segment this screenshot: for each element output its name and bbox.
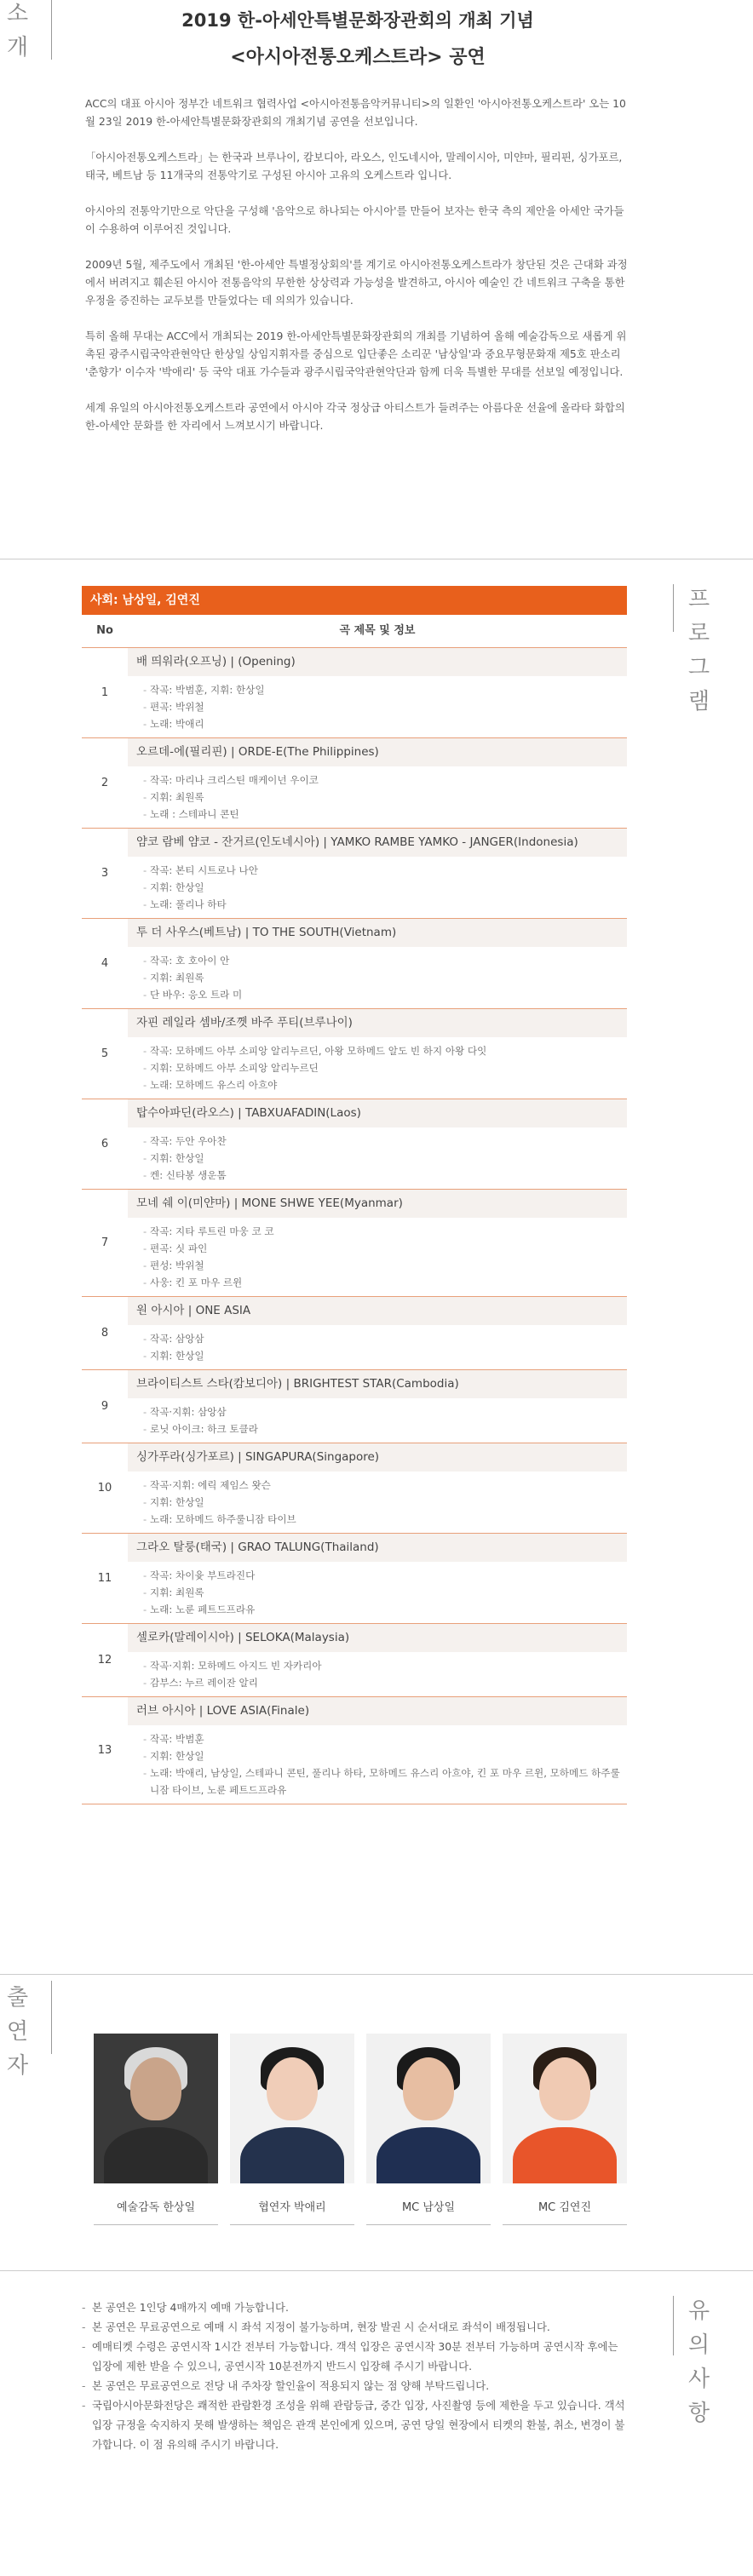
song-details [128,1325,627,1369]
song-detail: - 지휘: 최원록 [143,969,627,986]
table-row [82,1297,627,1370]
table-row [82,648,627,738]
row-body [128,829,627,918]
row-number: 6 [101,1138,109,1150]
performer-photo [503,2034,627,2183]
song-detail: - 노래: 박애리, 남상일, 스테파니 콘틴, 풀리나 하타, 모하메드 유스리 아흐야, 킨 포 마우 르윈, 모하메드 하주룰니잠 타이브, 노룬 페트드프라유 [143,1764,627,1799]
song-title: 탑수아파딘(라오스) | TABXUAFADIN(Laos) [128,1099,627,1127]
song-detail: - 노래: 모하메드 유스리 아흐야 [143,1076,627,1093]
performer-card [366,2034,491,2225]
song-detail: - 작곡: 박범훈, 지휘: 한상일 [143,681,627,698]
intro-side-label: 소 개 [7,1,29,60]
intro-paragraph: 특히 올해 무대는 ACC에서 개최되는 2019 한-아세안특별문화장관회의 개최를 기념하여 올해 예술감독으로 새롭게 위촉된 광주시립국악관현악단 한상일 상임지휘자를 중심으로 입단좋은 소리꾼 '남상일'과 중요무형문화재 제5호 판소리 '춘향가' 이수자 '박애리' 등 국악 대표 가수들과 광주시립국악관현악단과 함께 더욱 특별한 무대를 선보일 예정입니다. [85,330,627,378]
face-shape [130,2057,181,2120]
song-detail: - 작곡: 두안 우아찬 [143,1133,627,1150]
song-title: 투 더 사우스(베트남) | TO THE SOUTH(Vietnam) [128,919,627,947]
song-detail: - 단 바우: 응오 트라 미 [143,986,627,1003]
song-title: 배 띄워라(오프닝) | (Opening) [128,648,627,676]
program-side-divider [673,584,674,632]
song-detail: - 지휘: 최원록 [143,1584,627,1601]
note-item: - 본 공연은 무료공연으로 전당 내 주차장 할인율이 적용되지 않는 점 양해 부탁드립니다. [82,2376,627,2395]
song-detail: - 사웅: 킨 포 마우 르윈 [143,1274,627,1291]
song-detail: - 노래: 풀리나 하타 [143,896,627,913]
program-side-label: 프 로 그 램 [688,587,710,714]
section-divider [0,2270,753,2271]
song-detail: - 편성: 박위철 [143,1257,627,1274]
intro-paragraph: 세계 유일의 아시아전통오케스트라 공연에서 아시아 각국 정상급 아티스트가 들려주는 아름다운 선율에 올라타 화합의 한-아세안 문화를 한 자리에서 느껴보시기 바랍니다. [85,401,625,432]
song-detail: - 지휘: 한상일 [143,1747,627,1764]
row-body [128,1370,627,1443]
clothing-shape [513,2127,617,2183]
table-row [82,1443,627,1534]
performer-caption: MC 김연진 [503,2192,627,2225]
song-details [128,676,627,737]
note-item: - 본 공연은 1인당 4매까지 예매 가능합니다. [82,2298,627,2317]
performer-caption: 협연자 박애리 [230,2192,354,2225]
song-details [128,1562,627,1623]
row-number: 2 [101,777,109,789]
row-number: 12 [97,1654,112,1667]
song-detail: - 작곡: 삼앙삼 [143,1330,627,1347]
song-detail: - 작곡·지휘: 모하메드 아지드 빈 자카리아 [143,1657,627,1674]
row-body [128,1099,627,1189]
song-title: 얌코 람베 얌코 - 잔거르(인도네시아) | YAMKO RAMBE YAMKO - JANGER(Indonesia) [128,829,627,857]
intro-section [85,0,630,452]
intro-paragraph: 2009년 5월, 제주도에서 개최된 '한-아세안 특별정상회의'를 계기로 아시아전통오케스트라가 창단된 것은 근대화 과정에서 버려지고 훼손된 아시아 전통음악의 무한한 상상력과 가능성을 발견하고, 아시아 예술인 간 네트워크 구축을 통한 우정을 증진하는 교두보를 만들었다는 데 의의가 있습니다. [85,258,628,307]
intro-paragraph: 아시아의 전통악기만으로 악단을 구성해 '음악으로 하나되는 아시아'를 만들어 보자는 한국 측의 제안을 아세안 국가들이 수용하여 이루어진 것입니다. [85,204,624,235]
row-body [128,1190,627,1296]
table-row [82,1099,627,1190]
table-row [82,1190,627,1297]
performer-photo [366,2034,491,2183]
performer-caption: MC 남상일 [366,2192,491,2225]
face-shape [403,2057,454,2120]
song-title: 그라오 탈룽(태국) | GRAO TALUNG(Thailand) [128,1534,627,1562]
row-number: 5 [101,1047,109,1060]
column-header-no: No [96,624,113,637]
face-shape [267,2057,318,2120]
song-detail: - 지휘: 한상일 [143,1494,627,1511]
song-title: 모네 쉐 이(미얀마) | MONE SHWE YEE(Myanmar) [128,1190,627,1218]
row-body [128,1624,627,1696]
table-header [82,615,627,648]
intro-paragraph: 「아시아전통오케스트라」는 한국과 브루나이, 캄보디아, 라오스, 인도네시아, 말레이시아, 미얀마, 필리핀, 싱가포르, 태국, 베트남 등 11개국의 전통악기로 구성된 아시아 고유의 오케스트라 입니다. [85,151,623,181]
song-detail: - 노래: 노룬 페트드프라유 [143,1601,627,1618]
row-body [128,738,627,828]
performer-card [94,2034,218,2225]
table-rows [82,648,627,1804]
row-body [128,1697,627,1804]
row-body [128,648,627,737]
row-number: 8 [101,1327,109,1340]
table-row [82,919,627,1009]
song-detail: - 지휘: 최원록 [143,789,627,806]
row-number: 4 [101,957,109,970]
song-title: 싱가푸라(싱가포르) | SINGAPURA(Singapore) [128,1443,627,1472]
clothing-shape [104,2127,208,2183]
notes-side-divider [673,2296,674,2355]
row-number: 9 [101,1400,109,1413]
row-body [128,1009,627,1099]
intro-paragraphs [85,95,630,434]
table-row [82,1624,627,1697]
note-item: - 본 공연은 무료공연으로 예매 시 좌석 지정이 불가능하며, 현장 발권 시 순서대로 좌석이 배정됩니다. [82,2317,627,2337]
song-detail: - 작곡: 지타 루트린 마웅 코 코 [143,1223,627,1240]
song-details [128,1398,627,1443]
section-divider [0,1974,753,1975]
row-number: 3 [101,867,109,880]
song-detail: - 로닛 아이크: 하크 토클라 [143,1420,627,1437]
song-title: 러브 아시아 | LOVE ASIA(Finale) [128,1697,627,1725]
row-number: 11 [97,1572,112,1585]
song-detail: - 감부스: 누르 레이잔 알리 [143,1674,627,1691]
intro-title-line2: <아시아전통오케스트라> 공연 [230,47,486,68]
song-details [128,947,627,1008]
song-detail: - 작곡: 모하메드 아부 소피앙 알리누르딘, 아왕 모하메드 알도 빈 하지 아왕 다잇 [143,1042,627,1059]
note-item: - 예매티켓 수령은 공연시작 1시간 전부터 가능합니다. 객석 입장은 공연시작 30분 전부터 가능하며 공연시작 후에는 입장에 제한 받을 수 있으니, 공연시작 10분전까지 반드시 입장해 주시기 바랍니다. [82,2337,627,2376]
intro-paragraph: ACC의 대표 아시아 정부간 네트워크 협력사업 <아시아전통음악커뮤니티>의 일환인 '아시아전통오케스트라' 오는 10월 23일 2019 한-아세안특별문화장관회의 개최기념 공연을 선보입니다. [85,97,626,128]
row-number: 13 [97,1744,112,1757]
performer-photo [230,2034,354,2183]
song-details [128,857,627,918]
song-detail: - 노래 : 스테파니 콘틴 [143,806,627,823]
table-row [82,1534,627,1624]
performer-caption: 예술감독 한상일 [94,2192,218,2225]
song-title: 오르데-에(필리핀) | ORDE-E(The Philippines) [128,738,627,766]
notes-section [82,2298,627,2454]
song-details [128,1472,627,1533]
clothing-shape [240,2127,344,2183]
song-detail: - 작곡: 본티 시트로나 나안 [143,862,627,879]
face-shape [539,2057,590,2120]
table-row [82,738,627,829]
song-details [128,1127,627,1189]
song-details [128,1725,627,1804]
song-title: 자핀 레일라 셈바/조껫 바주 푸티(브루나이) [128,1009,627,1037]
program-table [82,586,627,1804]
notes-list [82,2298,627,2454]
performers-side-divider [51,1981,52,2054]
table-row [82,1009,627,1099]
row-body [128,1443,627,1533]
song-detail: - 편곡: 싯 파인 [143,1240,627,1257]
song-details [128,1037,627,1099]
performers-side-label: 출 연 자 [7,1985,29,2079]
song-detail: - 작곡: 마리나 크리스틴 매케이넌 우이코 [143,772,627,789]
note-item: - 국립아시아문화전당은 쾌적한 관람환경 조성을 위해 관람등급, 중간 입장, 사진촬영 등에 제한을 두고 있습니다. 객석 입장 규정을 숙지하지 못해 발생하는 책임은 관객 본인에게 있으며, 공연 당일 현장에서 티켓의 환불, 취소, 변경이 불가합니다. 이 점 유의해 주시기 바랍니다. [82,2395,627,2454]
song-title: 원 아시아 | ONE ASIA [128,1297,627,1325]
clothing-shape [376,2127,480,2183]
intro-title-line1: 2019 한-아세안특별문화장관회의 개최 기념 [181,10,534,31]
performer-card [503,2034,627,2225]
row-number: 10 [97,1482,112,1495]
song-detail: - 지휘: 한상일 [143,879,627,896]
song-detail: - 지휘: 모하메드 아부 소피앙 알리누르딘 [143,1059,627,1076]
row-number: 1 [101,686,109,699]
song-detail: - 작곡·지휘: 에릭 제임스 왓슨 [143,1477,627,1494]
performer-card [230,2034,354,2225]
song-details [128,1652,627,1696]
column-header-info: 곡 제목 및 정보 [339,624,416,637]
song-detail: - 작곡: 호 호아이 안 [143,952,627,969]
row-body [128,1297,627,1369]
row-number: 7 [101,1236,109,1249]
song-title: 브라이티스트 스타(캄보디아) | BRIGHTEST STAR(Cambodia) [128,1370,627,1398]
song-detail: - 지휘: 한상일 [143,1150,627,1167]
table-row [82,1697,627,1804]
song-title: 셀로카(말레이시아) | SELOKA(Malaysia) [128,1624,627,1652]
song-detail: - 노래: 박애리 [143,715,627,732]
song-detail: - 편곡: 박위철 [143,698,627,715]
song-detail: - 작곡: 박범훈 [143,1730,627,1747]
table-row [82,1370,627,1443]
table-row [82,829,627,919]
notes-side-label: 유 의 사 항 [688,2298,710,2426]
song-details [128,766,627,828]
row-body [128,919,627,1008]
song-detail: - 작곡: 차이윳 부트라진다 [143,1567,627,1584]
row-body [128,1534,627,1623]
song-detail: - 지휘: 한상일 [143,1347,627,1364]
song-detail: - 작곡·지휘: 삼앙삼 [143,1403,627,1420]
song-detail: - 노래: 모하메드 하주룰니잠 타이브 [143,1511,627,1528]
song-details [128,1218,627,1296]
host-bar: 사회: 남상일, 김연진 [82,586,627,615]
performer-photo [94,2034,218,2183]
song-detail: - 켄: 신타봉 생운톰 [143,1167,627,1184]
intro-side-divider [51,0,52,60]
